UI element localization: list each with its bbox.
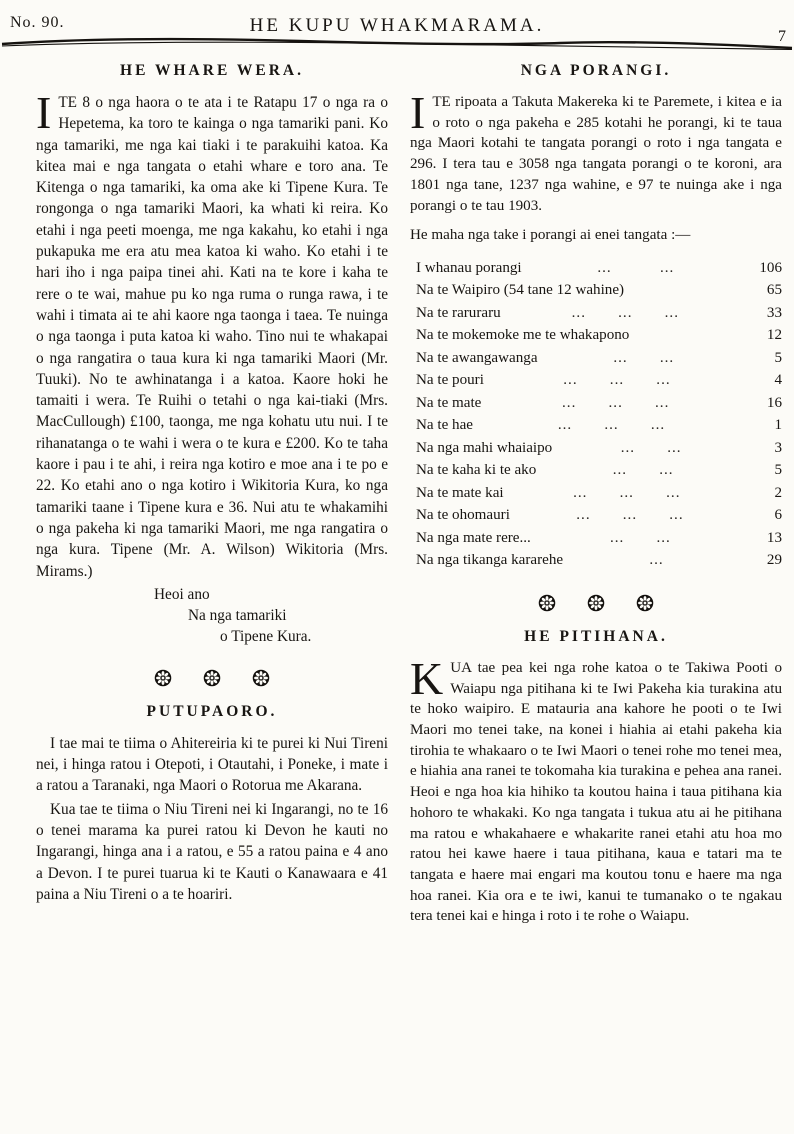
page-number: 7 bbox=[778, 28, 786, 45]
right-column bbox=[410, 52, 782, 927]
table-row bbox=[416, 257, 782, 280]
cause-value: 4 bbox=[774, 372, 782, 389]
leader-dots: ... ... bbox=[597, 259, 675, 276]
article-title-he-whare-wera: HE WHARE WERA. bbox=[120, 62, 304, 79]
left-column bbox=[36, 52, 388, 927]
cause-value: 6 bbox=[774, 507, 782, 524]
leader-dots: ... ... bbox=[612, 462, 674, 479]
cause-value: 106 bbox=[759, 259, 782, 276]
closing-line: Na nga tamariki bbox=[188, 606, 287, 624]
two-column-layout bbox=[0, 50, 794, 927]
fire-article-text: TE 8 o nga haora o te ata i te Ratapu 17 o nga ra o Hepetema, ka toro te kainga o nga tamariki pani. Ko nga tamariki, me nga kai tiaki i te parakuihi katoa. Ka kitea mai e nga tangata o etahi whare e toro ana. Te Kitenga o nga tamariki, ka oma ake ki Tipene Kura. Te rongonga o nga tamariki Maori, ka whati ki reira. Ko etahi i nga peeti moenga, me nga kakahu, ko etahi i nga pukapuka me era atu mea katoa ki waho. Ko etahi i te hari iho i nga paipa tinei ahi. Kati na te kore i kaha te rere o te wai, mahue pu ko nga ruma o runga rawa, i te wahi i timata ai te ahi kaore nga taonga i taea. Te nuinga o nga taonga i puta katoa ki waho. Tino nui te whakapai o nga rangatira o taua kura ki nga tamariki Maori (Mr. Tuuki). No te awhinatanga i a katoa. Kaore hoki he tamaiti i wera. Te Ruihi o tetahi o nga kai-tiaki (Mrs. MacCullough) £100, taonga, me nga kohatu utu nui. I te rihanatanga o te wahi i wera o te kura e £200. Ko te taha kaore i pau i te ahi, i reira nga kotiro e moe ana i te po e 22. Ko etahi ano o nga kotiro i Wikitoria Kura, ko nga tamariki taane i Tipene kura e 36. Nui atu te whakamihi o nga pakeha ki nga tamariki Maori, me nga rangatira o nga kura. Tipene (Mr. A. Wilson) Wikitoria (Mrs. Mirams.) bbox=[36, 94, 388, 580]
cause-value: 33 bbox=[766, 304, 782, 321]
rosette-icon bbox=[538, 594, 556, 612]
table-row bbox=[416, 437, 782, 460]
drop-cap-letter: K bbox=[410, 652, 444, 704]
cause-label: Na te mokemoke me te whakapono bbox=[416, 327, 630, 344]
table-row bbox=[416, 414, 782, 437]
table-row bbox=[416, 504, 782, 527]
cause-value: 1 bbox=[774, 417, 782, 434]
leader-dots: ... ... bbox=[613, 349, 675, 366]
leader-dots: ... ... ... bbox=[576, 507, 684, 524]
issue-number: No. 90. bbox=[10, 14, 65, 31]
cause-value: 65 bbox=[766, 282, 782, 299]
leader-dots: ... bbox=[649, 552, 664, 569]
drop-cap-letter: I bbox=[36, 87, 52, 138]
cause-label: I whanau porangi bbox=[416, 259, 522, 276]
table-row bbox=[416, 527, 782, 550]
rosette-icon bbox=[252, 669, 270, 687]
lunacy-article-text: TE ripoata a Takuta Makereka ki te Paremete, i kitea e ia o roto o nga pakeha e 285 kotahi he porangi, ki te taua nga Maori kotahi te tangata porangi o roto i nga tangata e 296. I tera tau e 3058 nga tangata porangi o te koroni, ara 1801 nga tane, 1237 nga wahine, e 97 te nuinga ake i nga porangi o te tau 1903. bbox=[410, 94, 782, 214]
cause-value: 13 bbox=[766, 529, 782, 546]
table-row bbox=[416, 324, 782, 347]
cause-value: 5 bbox=[774, 349, 782, 366]
petition-article-body bbox=[410, 652, 782, 927]
leader-dots: ... ... ... bbox=[562, 394, 670, 411]
causes-table bbox=[410, 257, 782, 572]
cause-value: 29 bbox=[766, 552, 782, 569]
petition-article-text: UA tae pea kei nga rohe katoa o te Takiwa Pooti o Waiapu nga pitihana ki te Iwi Pakeha kia turakina atu te hoko waipiro. E matauria ana kahore he pooti o te Iwi Maori mo tenei take, na konei i hiahia ai etahi pakeha kia tirohia te whakaaro o te Iwi Maori o tenei rohe mo tenei mea, e hiahia ana ranei te tokomaha kia turakina e pehea ana ranei. Heoi e nga hoa kia hihiko ta koutou haina i taua pitihana kia hohoro te whakaki. Ko nga tangata i tukua atu ai he pitihana ma ratou e whakahaere e whakarite ranei etahi atu hoa mo ratou hei kawe haere i taua pitihana, kaua e tatari ma te tangata e haere mai engari ma koutou tonu e haere ma nga hoa ranei. Kia ora e te iwi, kanui te tumanako o te ngakau tera tenei kai e hinga i roto i te rohe o Waiapu. bbox=[410, 659, 782, 925]
table-row bbox=[416, 279, 782, 302]
football-paragraph: I tae mai te tiima o Ahitereiria ki te purei ki Nui Tireni nei, i hinga ratou i Otepoti, i Otautahi, i Poneke, i mate i a ratou a Taranaki, nga Maori o Rotorua me Akarana. bbox=[36, 734, 388, 795]
cause-label: Na te pouri bbox=[416, 372, 484, 389]
cause-label: Na te mate bbox=[416, 394, 482, 411]
ornament-row bbox=[36, 669, 388, 687]
table-row bbox=[416, 549, 782, 572]
cause-label: Na te Waipiro (54 tane 12 wahine) bbox=[416, 282, 625, 299]
cause-value: 12 bbox=[766, 327, 782, 344]
cause-label: Na te mate kai bbox=[416, 484, 504, 501]
causes-intro-line: He maha nga take i porangi ai enei tangata :— bbox=[410, 227, 691, 244]
cause-label: Na nga mahi whaiaipo bbox=[416, 439, 553, 456]
table-row bbox=[416, 392, 782, 415]
table-row bbox=[416, 347, 782, 370]
article-title-nga-porangi: NGA PORANGI. bbox=[520, 62, 672, 79]
cause-value: 16 bbox=[766, 394, 782, 411]
leader-dots: ... ... ... bbox=[573, 484, 681, 501]
article-title-putupaoro: PUTUPAORO. bbox=[146, 702, 278, 720]
leader-dots: ... ... bbox=[620, 439, 682, 456]
leader-dots: ... ... bbox=[610, 529, 671, 546]
cause-label: Na te hae bbox=[416, 417, 473, 434]
cause-label: Na te raruraru bbox=[416, 304, 501, 321]
masthead-title: HE KUPU WHAKMARAMA. bbox=[249, 15, 545, 36]
table-row bbox=[416, 369, 782, 392]
article-title-he-pitihana: HE PITIHANA. bbox=[524, 627, 668, 645]
closing-line: Heoi ano bbox=[154, 585, 210, 603]
football-paragraph: Kua tae te tiima o Niu Tireni nei ki Ingarangi, no te 16 o tenei marama ka purei ratou ki Devon he kauti no Ingarangi, hinga ana i a ratou, e 55 a ratou paina e 4 ano a Devon. I te purei tuarua ki te Kauti o Kanawaara e 41 paina a Niu Tireni o a te hoariri. bbox=[36, 800, 388, 903]
rosette-icon bbox=[203, 669, 221, 687]
cause-label: Na nga tikanga kararehe bbox=[416, 552, 564, 569]
rosette-icon bbox=[587, 594, 605, 612]
cause-value: 2 bbox=[774, 484, 782, 501]
fire-article-body bbox=[36, 87, 388, 582]
closing-line: o Tipene Kura. bbox=[220, 627, 312, 645]
drop-cap-letter: I bbox=[410, 87, 426, 138]
cause-label: Na te ohomauri bbox=[416, 507, 510, 524]
cause-value: 5 bbox=[774, 462, 782, 479]
page-header bbox=[0, 0, 794, 50]
table-row bbox=[416, 459, 782, 482]
ornament-row bbox=[410, 594, 782, 612]
lunacy-article-body bbox=[410, 87, 782, 216]
leader-dots: ... ... ... bbox=[557, 417, 666, 434]
table-row bbox=[416, 302, 782, 325]
leader-dots: ... ... ... bbox=[563, 372, 671, 389]
rosette-icon bbox=[636, 594, 654, 612]
leader-dots: ... ... ... bbox=[571, 304, 679, 321]
cause-label: Na te awangawanga bbox=[416, 349, 538, 366]
cause-value: 3 bbox=[774, 439, 782, 456]
table-row bbox=[416, 482, 782, 505]
cause-label: Na nga mate rere... bbox=[416, 529, 531, 546]
header-rule bbox=[0, 34, 794, 50]
cause-label: Na te kaha ki te ako bbox=[416, 462, 537, 479]
rosette-icon bbox=[154, 669, 172, 687]
